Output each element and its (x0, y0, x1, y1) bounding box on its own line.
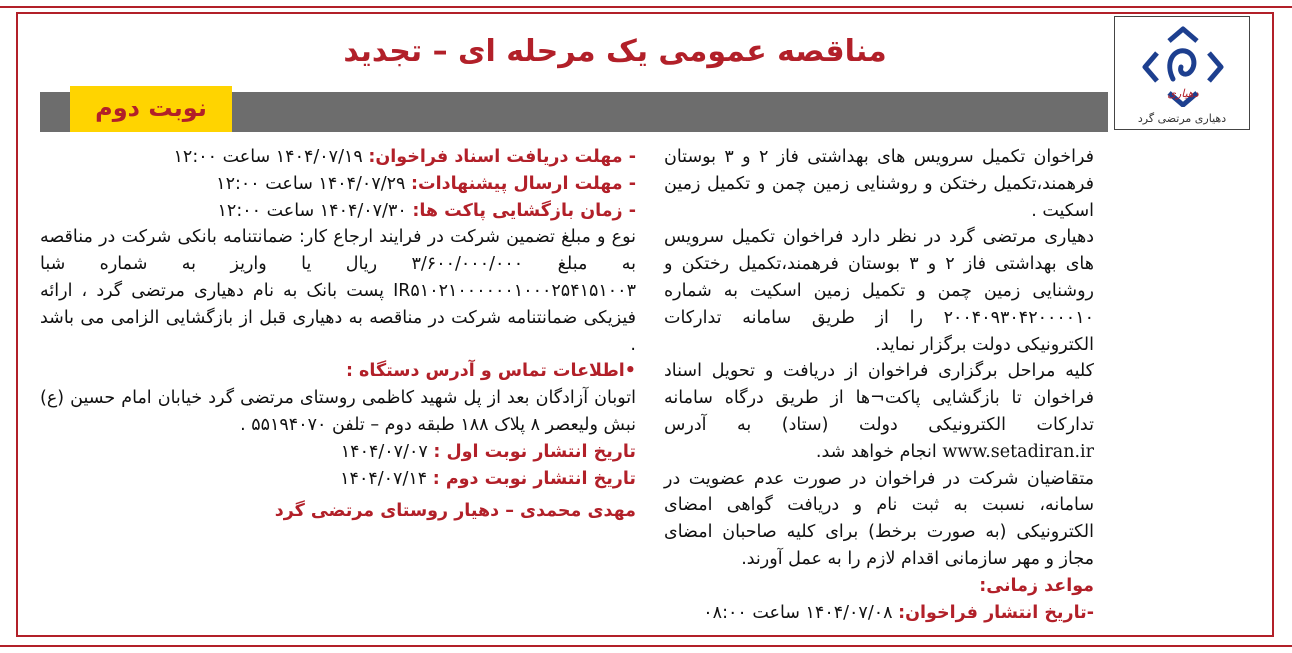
right-column (664, 144, 1094, 626)
page-title: مناقصه عمومی یک مرحله ای – تجدید (343, 34, 887, 69)
logo-wordmark: دهیاری (1167, 87, 1199, 100)
publish-date-value: ۱۴۰۴/۰۷/۰۸ ساعت ۰۸:۰۰ (703, 602, 893, 623)
bottom-border-band (0, 645, 1292, 653)
procedure-text-end: انجام خواهد شد. (815, 441, 937, 462)
round-badge: نوبت دوم (70, 86, 232, 132)
signature: مهدی محمدی – دهیار روستای مرتضی گرد (274, 501, 636, 522)
deadlines-heading: مواعد زمانی: (979, 575, 1094, 596)
contact-heading: •اطلاعات تماس و آدرس دستگاه : (345, 361, 636, 382)
procedure-paragraph (664, 358, 1094, 465)
procedure-text: کلیه مراحل برگزاری فراخوان از دریافت و تحویل اسناد فراخوان تا بازگشایی پاکت¬ها از طریق درگاه سامانه تدارکات الکترونیکی دولت (ستاد) به آدرس (664, 361, 1094, 435)
star-emblem-icon (1139, 23, 1227, 107)
second-publication-line (40, 466, 636, 493)
top-border-band (0, 0, 1292, 8)
opening-time-value: ۱۴۰۴/۰۷/۳۰ ساعت ۱۲:۰۰ (217, 200, 407, 221)
receive-deadline-label: - مهلت دریافت اسناد فراخوان: (368, 147, 636, 167)
submit-deadline-line (40, 171, 636, 198)
guarantee-paragraph: نوع و مبلغ تضمین شرکت در فرایند ارجاع کار: ضمانتنامه بانکی شرکت در مناقصه به مبلغ ۳/۶۰۰/۰۰۰/۰۰۰ ریال یا واریز به شماره شبا IR۵۱۰۲۱۰۰۰۰۰۰۱۰۰۰۲۵۴۱۵۱۰۰۳ پست بانک به نام دهیاری مرتضی گرد ، ارائه فیزیکی ضمانتنامه شرکت در مناقصه به دهیاری قبل از بازگشایی الزامی می باشد . (40, 227, 637, 355)
applicants-paragraph: متقاضیان شرکت در فراخوان در صورت عدم عضویت در سامانه، نسبت به ثبت نام و دریافت گواهی امضای الکترونیکی (به صورت برخط) برای کلیه صاحبان امضای مجاز و مهر سازمانی اقدام لازم را به عمل آورند. (664, 468, 1094, 569)
logo-caption: دهیاری مرتضی گرد (1137, 112, 1227, 125)
receive-deadline-value: ۱۴۰۴/۰۷/۱۹ ساعت ۱۲:۰۰ (173, 147, 363, 167)
publish-date-line (664, 600, 1094, 627)
organization-logo (1114, 16, 1250, 130)
description-paragraph: دهیاری مرتضی گرد در نظر دارد فراخوان تکمیل سرویس های بهداشتی فاز ۲ و ۳ بوستان فرهمند،تکمیل رختکن و روشنایی زمین چمن و تکمیل زمین اسکیت به شماره ۲۰۰۴۰۹۳۰۴۲۰۰۰۰۱۰ را از طریق سامانه تدارکات الکترونیکی دولت برگزار نماید. (664, 227, 1094, 355)
left-column (40, 144, 636, 525)
submit-deadline-label: - مهلت ارسال پیشنهادات: (411, 173, 636, 194)
publish-date-label: -تاریخ انتشار فراخوان: (898, 602, 1094, 623)
setad-link[interactable]: www.setadiran.ir (942, 441, 1094, 462)
receive-deadline-line (40, 144, 636, 171)
submit-deadline-value: ۱۴۰۴/۰۷/۲۹ ساعت ۱۲:۰۰ (216, 173, 406, 194)
address-paragraph: اتوبان آزادگان بعد از پل شهید کاظمی روستای مرتضی گرد خیابان امام حسین (ع) نبش ولیعصر ۸ پلاک ۱۸۸ طبقه دوم – تلفن ۵۵۱۹۴۰۷۰ . (40, 388, 636, 435)
first-publication-line (40, 439, 636, 466)
second-publication-label: تاریخ انتشار نوبت دوم : (432, 468, 636, 489)
second-publication-value: ۱۴۰۴/۰۷/۱۴ (340, 468, 428, 489)
opening-time-line (40, 198, 636, 225)
opening-time-label: - زمان بازگشایی پاکت ها: (412, 200, 636, 221)
intro-paragraph: فراخوان تکمیل سرویس های بهداشتی فاز ۲ و ۳ بوستان فرهمند،تکمیل رختکن و روشنایی زمین چمن و تکمیل زمین اسکیت . (664, 147, 1095, 221)
first-publication-label: تاریخ انتشار نوبت اول : (433, 441, 636, 462)
first-publication-value: ۱۴۰۴/۰۷/۰۷ (340, 441, 428, 462)
